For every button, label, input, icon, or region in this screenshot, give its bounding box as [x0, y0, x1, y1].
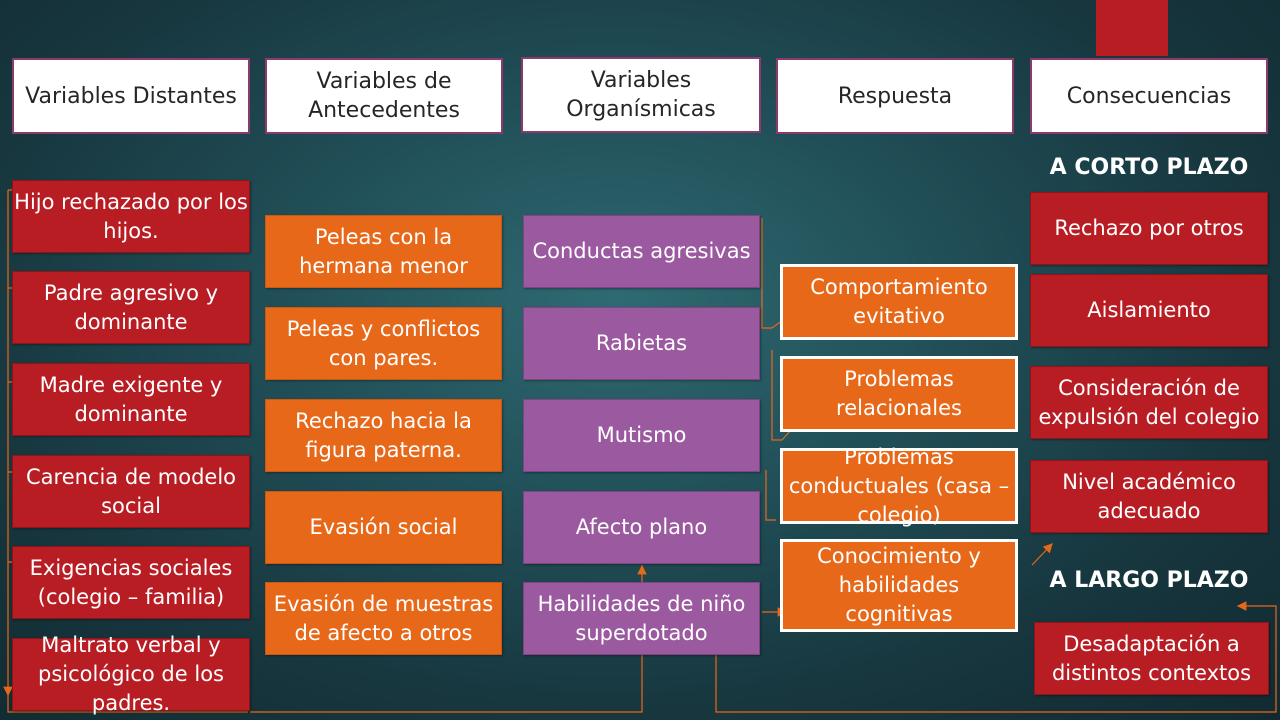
respuesta-item: Problemas conductuales (casa – colegio): [780, 448, 1018, 524]
distante-item: Carencia de modelo social: [12, 455, 250, 528]
largo-plazo-item: Desadaptación a distintos contextos: [1034, 622, 1269, 695]
respuesta-item: Conocimiento y habilidades cognitivas: [780, 539, 1018, 632]
antecedente-item: Rechazo hacia la figura paterna.: [265, 399, 502, 472]
corto-plazo-item: Aislamiento: [1030, 274, 1268, 347]
distante-item: Madre exigente y dominante: [12, 363, 250, 436]
organismica-item: Mutismo: [523, 399, 760, 472]
organismica-item: Habilidades de niño superdotado: [523, 582, 760, 655]
header-variables-organismicas: Variables Organísmicas: [521, 57, 761, 133]
distante-item: Exigencias sociales (colegio – familia): [12, 546, 250, 619]
antecedente-item: Peleas y conflictos con pares.: [265, 307, 502, 380]
corto-plazo-item: Consideración de expulsión del colegio: [1030, 366, 1268, 439]
corto-plazo-label: A CORTO PLAZO: [1049, 155, 1249, 180]
header-consecuencias: Consecuencias: [1030, 58, 1268, 134]
corto-plazo-item: Nivel académico adecuado: [1030, 460, 1268, 533]
distante-item: Hijo rechazado por los hijos.: [12, 180, 250, 253]
distante-item: Padre agresivo y dominante: [12, 271, 250, 344]
largo-plazo-label: A LARGO PLAZO: [1049, 568, 1249, 593]
organismica-item: Conductas agresivas: [523, 215, 760, 288]
antecedente-item: Peleas con la hermana menor: [265, 215, 502, 288]
respuesta-item: Problemas relacionales: [780, 356, 1018, 432]
header-variables-antecedentes: Variables de Antecedentes: [265, 58, 503, 134]
antecedente-item: Evasión social: [265, 491, 502, 564]
distante-item: Maltrato verbal y psicológico de los padres.: [12, 638, 250, 711]
corto-plazo-item: Rechazo por otros: [1030, 192, 1268, 265]
header-respuesta: Respuesta: [776, 58, 1014, 134]
header-variables-distantes: Variables Distantes: [12, 58, 250, 134]
antecedente-item: Evasión de muestras de afecto a otros: [265, 582, 502, 655]
respuesta-item: Comportamiento evitativo: [780, 264, 1018, 340]
organismica-item: Afecto plano: [523, 491, 760, 564]
organismica-item: Rabietas: [523, 307, 760, 380]
